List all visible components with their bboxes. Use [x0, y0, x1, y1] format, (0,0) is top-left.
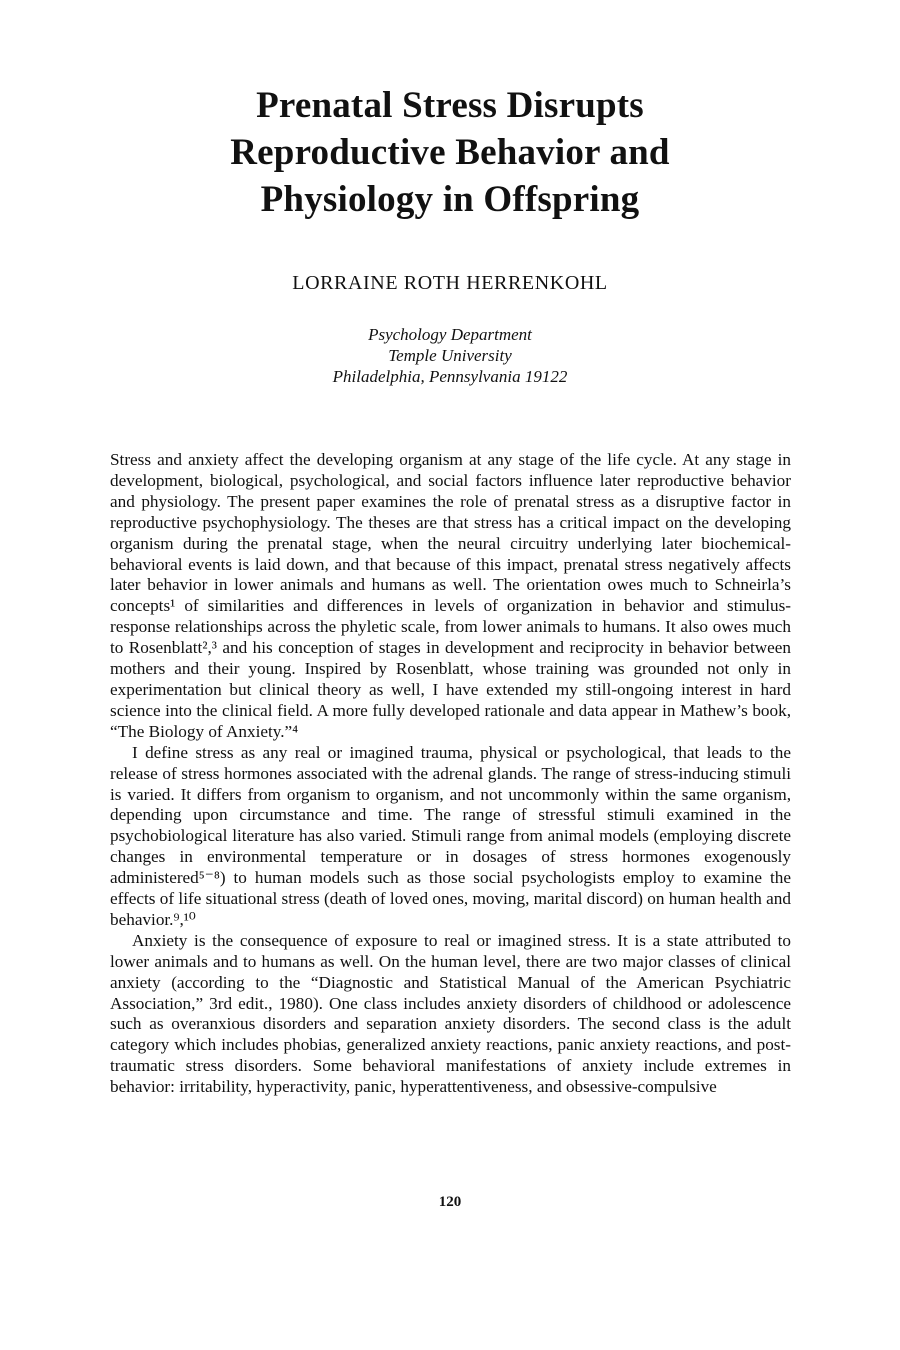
author-name: LORRAINE ROTH HERRENKOHL — [292, 272, 608, 294]
article-title — [110, 82, 790, 223]
affiliation-department: Psychology Department — [368, 325, 532, 344]
author-affiliation — [110, 324, 790, 387]
affiliation-location: Philadelphia, Pennsylvania 19122 — [332, 367, 568, 386]
body-paragraph: Anxiety is the consequence of exposure to real or imagined stress. It is a state attributed to lower animals and to humans as well. On the human level, there are two major classes of clinical anxiety (according to the “Diagnostic and Statistical Manual of the American Psychiatric Association,” 3rd edit., 1980). One class includes anxiety disorders of childhood or adolescence such as overanxious disorders and separation anxiety disorders. The second class is the adult category which includes phobias, generalized anxiety reactions, panic anxiety reactions, and post-traumatic stress disorders. Some behavioral manifestations of anxiety include extremes in behavior: irritability, hyperactivity, panic, hyperattentiveness, and obsessive-compulsive — [110, 930, 791, 1097]
title-line: Physiology in Offspring — [260, 179, 640, 220]
body-paragraph: Stress and anxiety affect the developing organism at any stage of the life cycle. At any stage in development, biological, psychological, and social factors influence later reproductive behavior and physiology. The present paper examines the role of prenatal stress as a disruptive factor in reproductive psychophysiology. The theses are that stress has a critical impact on the developing organism during the prenatal stage, when the neural circuitry underlying later biochemical-behavioral events is laid down, and that because of this impact, prenatal stress negatively affects later behavior in lower animals and humans as well. The orientation owes much to Schneirla’s concepts¹ of similarities and differences in levels of organization in behavior and stimulus-response relationships across the phyletic scale, from lower animals to humans. It also owes much to Rosenblatt²,³ and his conception of stages in development and reciprocity in behavior between mothers and their young. Inspired by Rosenblatt, whose training was grounded not only in experimentation but clinical theory as well, I have extended my still-ongoing interest in hard science into the clinical field. A more fully developed rationale and data appear in Mathew’s book, “The Biology of Anxiety.”⁴ — [110, 450, 791, 741]
page-number: 120 — [438, 1194, 462, 1210]
article-body — [110, 450, 791, 1098]
body-paragraph: I define stress as any real or imagined trauma, physical or psychological, that leads to the release of stress hormones associated with the adrenal glands. The range of stress-inducing stimuli is varied. It differs from organism to organism, and not uncommonly within the same organism, depending upon circumstance and time. The range of stressful stimuli examined in the psychobiological literature has also varied. Stimuli range from animal models (employing discrete changes in environmental temperature or in dosages of stress hormones exogenously administered⁵⁻⁸) to human models such as those social psychologists employ to examine the effects of life situational stress (death of loved ones, moving, marital discord) on human health and behavior.⁹,¹⁰ — [110, 742, 791, 929]
title-line: Reproductive Behavior and — [230, 132, 670, 173]
affiliation-university: Temple University — [388, 346, 512, 365]
title-line: Prenatal Stress Disrupts — [256, 85, 644, 126]
